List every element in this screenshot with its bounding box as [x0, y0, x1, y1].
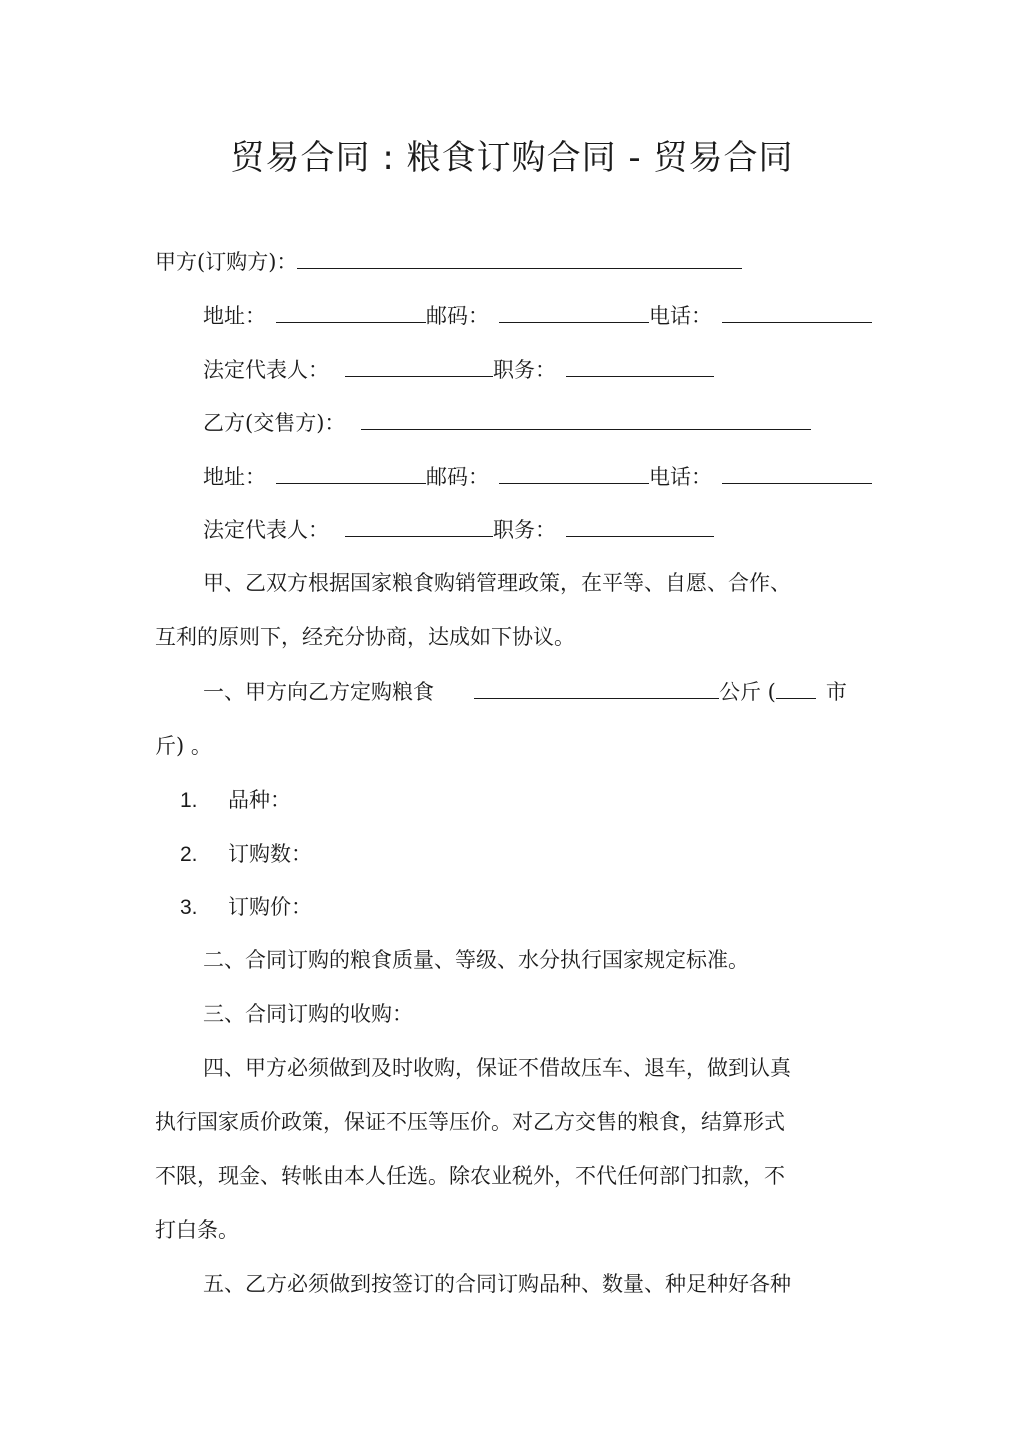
party-a-position-blank — [566, 354, 714, 377]
party-a-postcode-label: 邮码： — [426, 304, 489, 328]
list-text: 订购价： — [228, 895, 312, 919]
clause-1-unit2: 市 — [825, 680, 847, 704]
clause-4-line-3: 不限，现金、转帐由本人任选。除农业税外，不代任何部门扣款，不 — [155, 1164, 785, 1188]
clause-1-jin-blank — [776, 676, 816, 699]
intro-line-1: 甲、乙双方根据国家粮食购销管理政策，在平等、自愿、合作、 — [203, 571, 791, 595]
party-a-contact-line — [203, 300, 872, 331]
party-a-address-label: 地址： — [203, 304, 266, 328]
clause-2: 二、合同订购的粮食质量、等级、水分执行国家规定标准。 — [203, 948, 749, 972]
clause-3: 三、合同订购的收购： — [203, 1002, 413, 1026]
party-a-address-blank — [276, 300, 426, 323]
list-item — [180, 839, 312, 870]
party-b-address-blank — [276, 461, 426, 484]
list-number: 2. — [180, 843, 198, 866]
party-b-postcode-blank — [499, 461, 649, 484]
party-a-rep-blank — [345, 354, 493, 377]
list-item — [180, 892, 312, 923]
list-item — [180, 785, 291, 816]
party-b-position-label: 职务： — [493, 518, 556, 542]
party-b-position-blank — [566, 514, 714, 537]
party-b-phone-label: 电话： — [649, 465, 712, 489]
clause-4-line-1: 四、甲方必须做到及时收购，保证不借故压车、退车，做到认真 — [203, 1056, 791, 1080]
clause-4-line-4: 打白条。 — [155, 1218, 239, 1242]
party-a-label: 甲方(订购方)： — [155, 250, 298, 274]
party-b-line — [203, 407, 811, 438]
list-text: 订购数： — [228, 842, 312, 866]
party-b-blank — [361, 407, 811, 430]
page-title: 贸易合同 : 粮食订购合同 - 贸易合同 — [230, 138, 794, 178]
clause-1-quantity-blank — [474, 676, 719, 699]
clause-1-text: 一、甲方向乙方定购粮食 — [203, 680, 434, 704]
party-a-blank — [297, 246, 742, 269]
party-b-phone-blank — [722, 461, 872, 484]
party-b-postcode-label: 邮码： — [426, 465, 489, 489]
clause-1-line — [203, 676, 847, 707]
clause-1-unit: 公斤 ( — [719, 680, 776, 704]
list-number: 3. — [180, 896, 198, 919]
party-a-rep-line — [203, 354, 714, 385]
party-a-line — [155, 246, 742, 277]
party-b-label: 乙方(交售方)： — [203, 411, 346, 435]
party-a-rep-label: 法定代表人： — [203, 358, 329, 382]
party-a-position-label: 职务： — [493, 358, 556, 382]
party-a-postcode-blank — [499, 300, 649, 323]
clause-5: 五、乙方必须做到按签订的合同订购品种、数量、种足种好各种 — [203, 1272, 791, 1296]
clause-4-line-2: 执行国家质价政策，保证不压等压价。对乙方交售的粮食，结算形式 — [155, 1110, 785, 1134]
clause-1-end: 斤) 。 — [155, 734, 212, 758]
party-a-phone-label: 电话： — [649, 304, 712, 328]
list-text: 品种： — [228, 788, 291, 812]
intro-line-2: 互利的原则下，经充分协商，达成如下协议。 — [155, 625, 575, 649]
party-b-contact-line — [203, 461, 872, 492]
party-b-rep-label: 法定代表人： — [203, 518, 329, 542]
party-b-address-label: 地址： — [203, 465, 266, 489]
party-a-phone-blank — [722, 300, 872, 323]
party-b-rep-line — [203, 514, 714, 545]
list-number: 1. — [180, 789, 198, 812]
party-b-rep-blank — [345, 514, 493, 537]
